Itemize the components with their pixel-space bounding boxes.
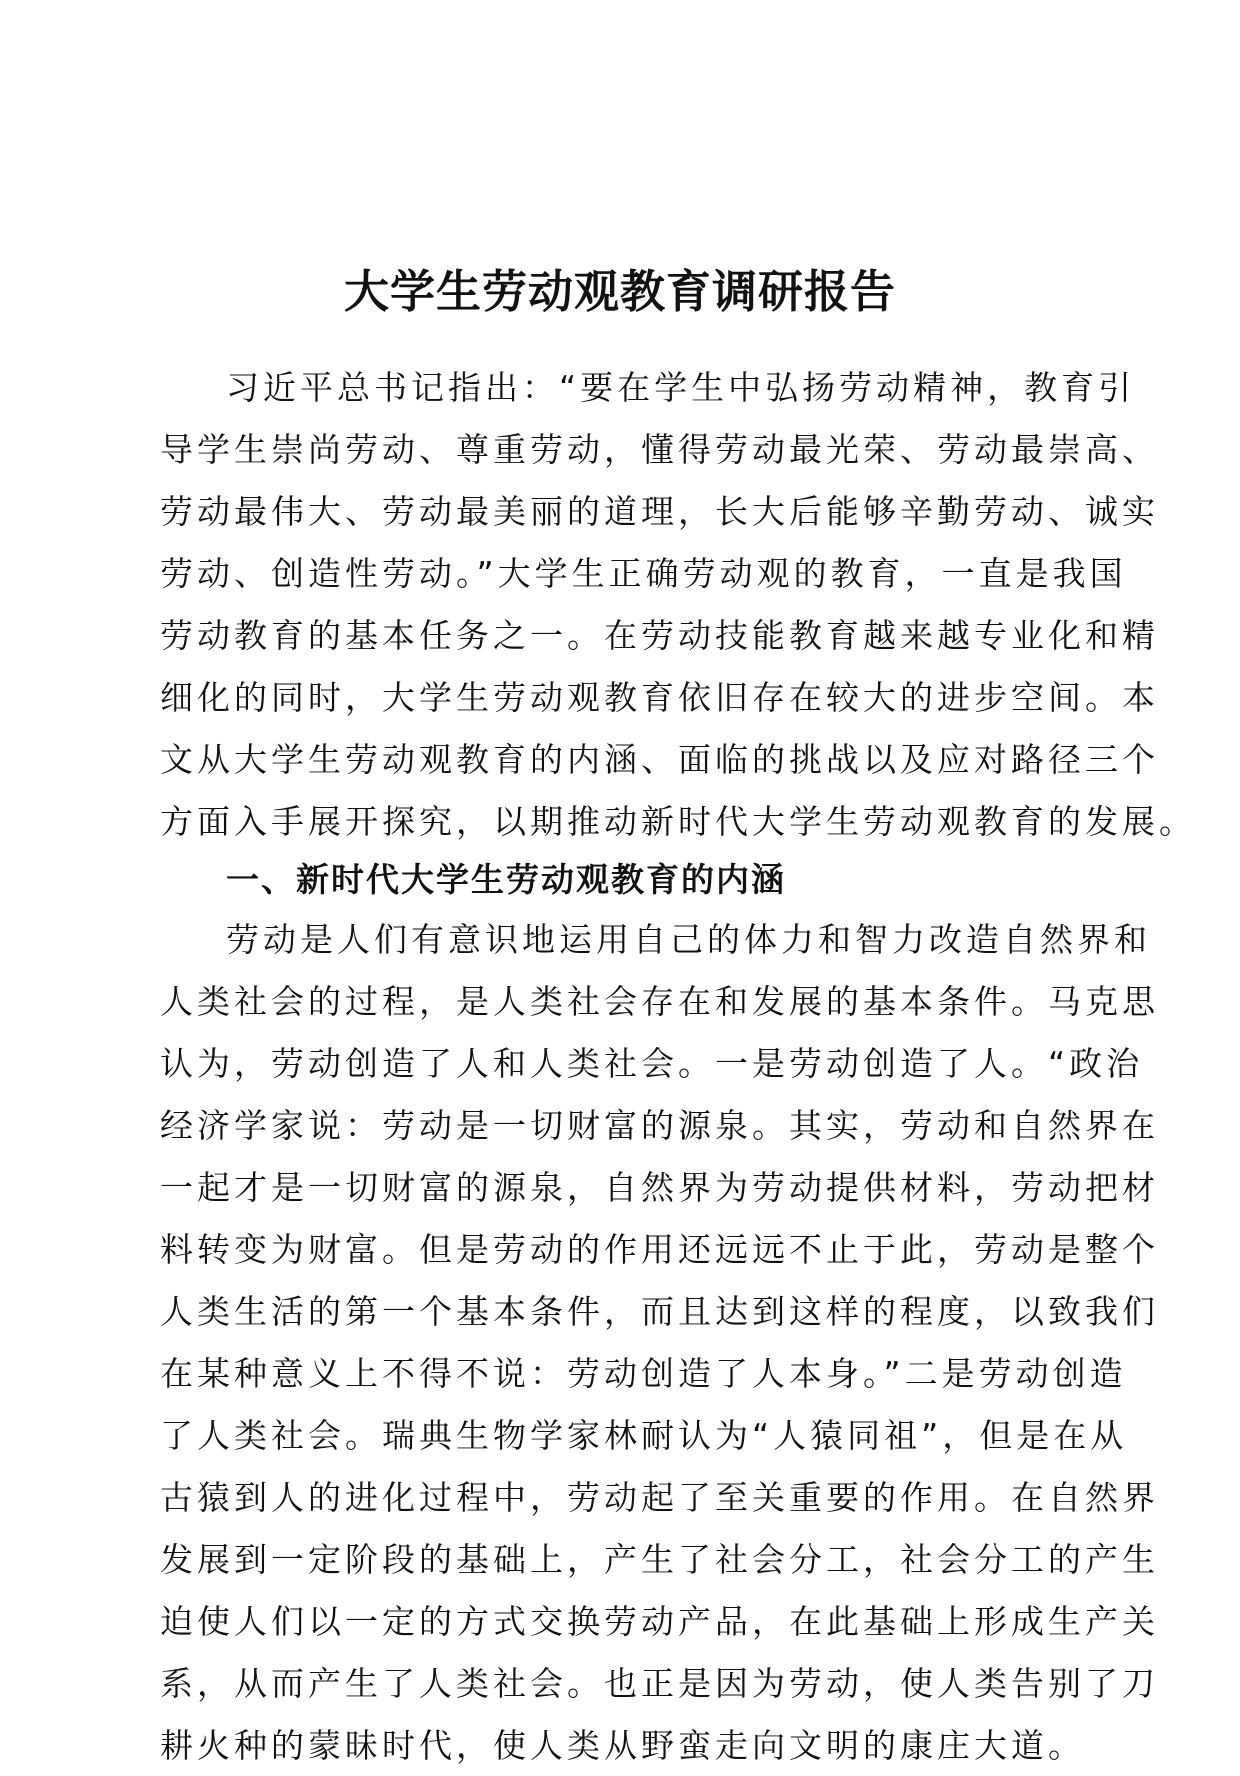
body-line: 耕火种的蒙昧时代，使人类从野蛮走向文明的康庄大道。 [160, 1726, 1085, 1765]
intro-line: 方面入手展开探究，以期推动新时代大学生劳动观教育的发展。 [160, 802, 1196, 841]
intro-line: 文从大学生劳动观教育的内涵、面临的挑战以及应对路径三个 [160, 740, 1159, 779]
document-title: 大学生劳动观教育调研报告 [343, 265, 896, 318]
body-line: 发展到一定阶段的基础上，产生了社会分工，社会分工的产生 [160, 1540, 1159, 1579]
body-line: 了人类社会。瑞典生物学家林耐认为“人猿同祖”，但是在从 [160, 1416, 1128, 1455]
body-line: 一起才是一切财富的源泉，自然界为劳动提供材料，劳动把材 [160, 1168, 1159, 1207]
intro-line: 劳动最伟大、劳动最美丽的道理，长大后能够辛勤劳动、诚实 [160, 492, 1159, 531]
body-line: 人类社会的过程，是人类社会存在和发展的基本条件。马克思 [160, 982, 1159, 1021]
body-line: 劳动是人们有意识地运用自己的体力和智力改造自然界和 [226, 920, 1151, 959]
body-line: 系，从而产生了人类社会。也正是因为劳动，使人类告别了刀 [160, 1664, 1159, 1703]
intro-line: 导学生崇尚劳动、尊重劳动，懂得劳动最光荣、劳动最崇高、 [160, 430, 1159, 469]
intro-line: 细化的同时，大学生劳动观教育依旧存在较大的进步空间。本 [160, 678, 1159, 717]
body-line: 人类生活的第一个基本条件，而且达到这样的程度，以致我们 [160, 1292, 1159, 1331]
body-line: 在某种意义上不得不说：劳动创造了人本身。”二是劳动创造 [160, 1354, 1127, 1393]
intro-line: 习近平总书记指出：“要在学生中弘扬劳动精神，教育引 [226, 368, 1136, 407]
intro-line: 劳动教育的基本任务之一。在劳动技能教育越来越专业化和精 [160, 616, 1159, 655]
body-line: 古猿到人的进化过程中，劳动起了至关重要的作用。在自然界 [160, 1478, 1159, 1517]
body-line: 迫使人们以一定的方式交换劳动产品，在此基础上形成生产关 [160, 1602, 1159, 1641]
body-line: 经济学家说：劳动是一切财富的源泉。其实，劳动和自然界在 [160, 1106, 1159, 1145]
body-line: 料转变为财富。但是劳动的作用还远远不止于此，劳动是整个 [160, 1230, 1159, 1269]
intro-line: 劳动、创造性劳动。”大学生正确劳动观的教育，一直是我国 [160, 554, 1127, 593]
body-line: 认为，劳动创造了人和人类社会。一是劳动创造了人。“政治 [160, 1044, 1144, 1083]
section-heading: 一、新时代大学生劳动观教育的内涵 [226, 860, 786, 899]
